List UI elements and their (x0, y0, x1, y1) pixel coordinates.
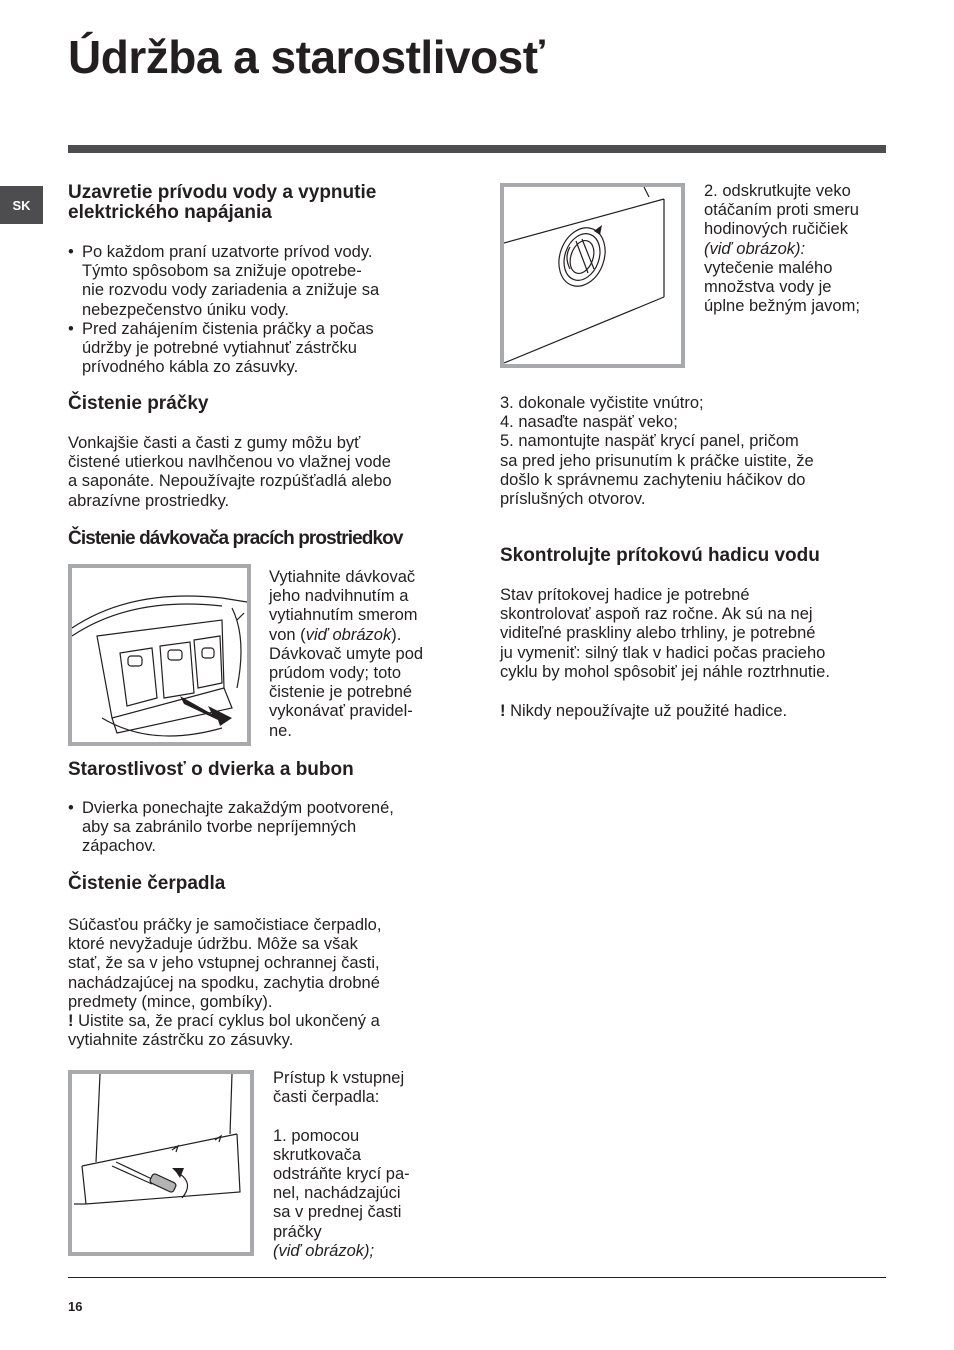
text-line: odstráňte krycí pa- (273, 1165, 410, 1183)
step2-text (704, 182, 860, 316)
text-line: skontrolovať aspoň raz ročne. Ak sú na nej (500, 605, 813, 624)
heading-line: elektrického napájania (68, 202, 272, 223)
text-line: Vytiahnite dávkovač (269, 568, 416, 586)
heading-line: Uzavretie prívodu vody a vypnutie (68, 182, 377, 203)
text-line: 4. nasaďte naspäť veko; (500, 413, 678, 432)
figure-reference: (viď obrázok): (704, 239, 806, 258)
warning-text: Nikdy nepoužívajte už použité hadice. (505, 702, 788, 721)
page-number: 16 (68, 1299, 83, 1314)
heading-inlet-hose: Skontrolujte prítokovú hadicu vodu (500, 545, 820, 566)
text-line: Dávkovač umyte pod (269, 644, 424, 663)
figure-reference: viď obrázok (305, 625, 392, 644)
text-line: viditeľné praskliny alebo trhliny, je potrebné (500, 624, 816, 643)
spacer (273, 1107, 410, 1126)
text-line: vytečenie malého (704, 258, 833, 277)
pump-panel-illustration (68, 1070, 254, 1256)
text-line: 3. dokonale vyčistite vnútro; (500, 394, 704, 412)
heading-pump-cleaning: Čistenie čerpadla (68, 873, 226, 894)
pump-access-text (273, 1069, 410, 1261)
text-line: nebezpečenstvo úniku vody. (82, 300, 289, 319)
text-line: vykonávať pravidel- (269, 702, 413, 721)
text-line: zápachov. (82, 837, 156, 856)
heading-detergent-dispenser: Čistenie dávkovača pracích prostriedkov (68, 528, 403, 549)
text-span: von ( (269, 625, 306, 644)
cleaning-washer-text (68, 434, 392, 511)
title-divider (68, 145, 886, 153)
text-line: sa pred jeho prisunutím k práčke uistite, že (500, 451, 814, 470)
text-line: 5. namontujte naspäť krycí panel, pričom (500, 432, 799, 451)
text-line: došlo k správnemu zachyteniu háčikov do (500, 470, 806, 489)
text-line: údržby je potrebné vytiahnuť zástrčku (82, 339, 357, 358)
warning-text: Uistite sa, že prací cyklus bol ukončený a (73, 1012, 380, 1031)
text-line: prúdom vody; toto (269, 664, 402, 683)
door-drum-list (68, 799, 458, 857)
text-line: abrazívne prostriedky. (68, 491, 230, 510)
pump-cleaning-text (68, 916, 381, 1050)
text-line: príslušných otvorov. (500, 490, 646, 509)
text-line (269, 626, 423, 645)
inlet-hose-text (500, 586, 830, 721)
text-line: práčky (273, 1222, 322, 1241)
text-line: nel, nachádzajúci (273, 1184, 401, 1203)
text-line: 2. odskrutkujte veko (704, 182, 851, 200)
water-power-list (68, 243, 458, 377)
page-title: Údržba a starostlivosť (68, 31, 545, 83)
list-item (68, 243, 458, 320)
steps-3-5 (500, 394, 814, 509)
warning-icon: ! (68, 1012, 74, 1031)
text-line: predmety (mince, gombíky). (68, 992, 273, 1011)
text-line: množstva vody je (704, 278, 832, 297)
text-line: Stav prítokovej hadice je potrebné (500, 586, 750, 604)
text-line: skrutkovača (273, 1145, 362, 1164)
footer-divider (68, 1277, 886, 1278)
warning-line (68, 1012, 381, 1031)
text-line: vytiahnutím smerom (269, 606, 418, 625)
dispenser-illustration (68, 564, 251, 746)
text-line: 1. pomocou (273, 1126, 360, 1145)
text-line: Súčasťou práčky je samočistiace čerpadlo, (68, 916, 382, 934)
heading-water-power (68, 183, 376, 223)
heading-door-drum: Starostlivosť o dvierka a bubon (68, 759, 354, 780)
text-line: ne. (269, 721, 292, 740)
text-line: prívodného kábla zo zásuvky. (82, 358, 299, 377)
text-line: úplne bežným javom; (704, 297, 860, 316)
text-line: • Dvierka ponechajte zakaždým pootvorené, (82, 799, 394, 817)
dispenser-drawing (72, 568, 247, 742)
text-line: cyklu by mohol spôsobiť jej náhle roztrhnutie. (500, 662, 830, 681)
text-line: vytiahnite zástrčku zo zásuvky. (68, 1031, 294, 1050)
text-line: stať, že sa v jeho vstupnej ochrannej časti, (68, 954, 380, 973)
list-item (68, 799, 458, 857)
text-line: ktoré nevyžaduje údržbu. Môže sa však (68, 935, 358, 954)
text-line: otáčaním proti smeru (704, 201, 859, 220)
text-line: jeho nadvihnutím a (269, 587, 409, 606)
text-line: čistenie je potrebné (269, 683, 413, 702)
text-line: aby sa zabránilo tvorbe nepríjemných (82, 818, 357, 837)
text-line: Vonkajšie časti a časti z gumy môžu byť (68, 434, 361, 452)
text-line: nie rozvodu vody zariadenia a znižuje sa (82, 281, 380, 300)
text-line: sa v prednej časti (273, 1203, 402, 1222)
text-line: Týmto spôsobom sa znižuje opotrebe- (82, 262, 362, 281)
text-line: čistené utierkou navlhčenou vo vlažnej vode (68, 453, 391, 472)
warning-icon: ! (500, 702, 506, 721)
text-line: ju vymeniť: silný tlak v hadici počas pracieho (500, 643, 826, 662)
language-tab: SK (0, 186, 43, 224)
text-line: časti čerpadla: (273, 1088, 380, 1107)
pump-panel-drawing (72, 1074, 250, 1252)
dispenser-text (269, 568, 423, 741)
pump-lid-illustration (500, 183, 685, 368)
text-line: • Pred zahájením čistenia práčky a počas (82, 319, 374, 338)
figure-reference: (viď obrázok); (273, 1241, 375, 1260)
text-line: nachádzajúcej na spodku, zachytia drobné (68, 973, 380, 992)
text-line: a saponáte. Nepoužívajte rozpúšťadlá alebo (68, 472, 392, 491)
heading-cleaning-washer: Čistenie práčky (68, 393, 209, 414)
pump-lid-drawing (504, 187, 681, 364)
text-span: ). (391, 625, 402, 644)
warning-line (500, 702, 830, 721)
text-line: • Po každom praní uzatvorte prívod vody. (82, 243, 373, 261)
text-line: hodinových ručičiek (704, 220, 848, 239)
spacer (500, 682, 830, 702)
text-line: Prístup k vstupnej (273, 1069, 405, 1087)
list-item (68, 320, 458, 378)
